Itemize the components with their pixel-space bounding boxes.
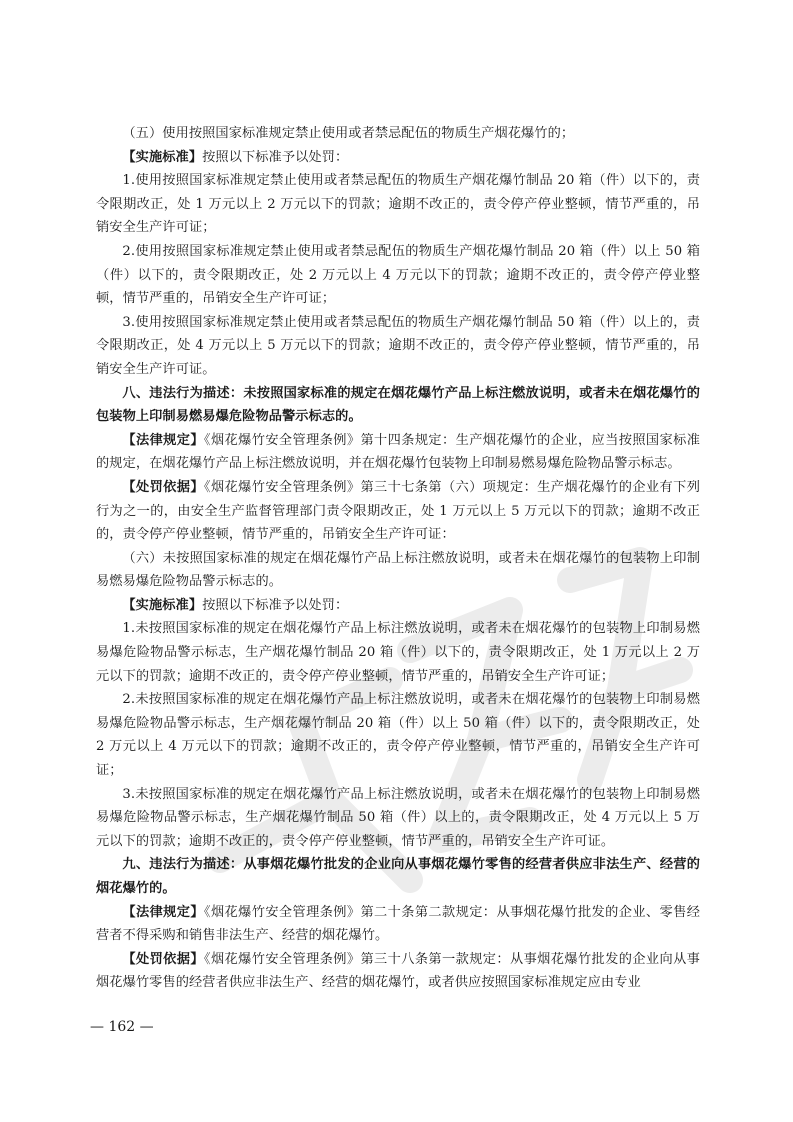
paragraph	[96, 146, 700, 170]
page-number: — 162 —	[90, 1019, 154, 1035]
paragraph-text: 1.未按照国家标准的规定在烟花爆竹产品上标注燃放说明，或者未在烟花爆竹的包装物上印制易燃易爆危险物品警示标志，生产烟花爆竹制品 20 箱（件）以下的，责令限期改正，处 1 万元以上 2 万元以下的罚款；逾期不改正的，责令停产停业整顿，情节严重的，吊销安全生产许可证；	[96, 621, 700, 684]
paragraph-text: 《烟花爆竹安全管理条例》第十四条规定：生产烟花爆竹的企业，应当按照国家标准的规定，在烟花爆竹产品上标注燃放说明，并在烟花爆竹包装物上印制易燃易爆危险物品警示标志。	[96, 432, 700, 472]
clause-tag: 【处罚依据】	[122, 951, 204, 967]
section-heading	[96, 853, 700, 900]
clause-tag: 【实施标准】	[122, 149, 203, 165]
paragraph	[96, 783, 700, 854]
paragraph-text: 按照以下标准予以处罚：	[202, 149, 349, 165]
paragraph-text: 2.未按照国家标准的规定在烟花爆竹产品上标注燃放说明，或者未在烟花爆竹的包装物上印制易燃易爆危险物品警示标志，生产烟花爆竹制品 20 箱（件）以上 50 箱（件）以下的，责令限期改正，处 2 万元以上 4 万元以下的罚款；逾期不改正的，责令停产停业整顿，情节严重的，吊销安全生产许可证；	[96, 692, 700, 779]
clause-tag: 【法律规定】	[122, 432, 204, 448]
paragraph	[96, 594, 700, 618]
paragraph	[96, 122, 700, 146]
paragraph-text: 2.使用按照国家标准规定禁止使用或者禁忌配伍的物质生产烟花爆竹制品 20 箱（件）以上 50 箱（件）以下的，责令限期改正，处 2 万元以上 4 万元以下的罚款；逾期不改正的，责令停产停业整顿，情节严重的，吊销安全生产许可证；	[96, 243, 700, 307]
clause-tag: 【实施标准】	[122, 597, 203, 613]
paragraph	[96, 311, 700, 382]
paragraph	[96, 617, 700, 688]
paragraph	[96, 240, 700, 311]
paragraph-text: （五）使用按照国家标准规定禁止使用或者禁忌配伍的物质生产烟花爆竹的；	[122, 126, 575, 141]
document-body	[96, 122, 700, 995]
paragraph	[96, 169, 700, 240]
paragraph-text: 3.使用按照国家标准规定禁止使用或者禁忌配伍的物质生产烟花爆竹制品 50 箱（件）以上的，责令限期改正，处 4 万元以上 5 万元以下的罚款；逾期不改正的，责令停产停业整顿，情节严重的，吊销安全生产许可证。	[96, 314, 700, 377]
paragraph-text: 《烟花爆竹安全管理条例》第三十七条第（六）项规定：生产烟花爆竹的企业有下列行为之一的，由安全生产监督管理部门责令限期改正，处 1 万元以上 5 万元以下的罚款；逾期不改正的，责令停产停业整顿，情节严重的，吊销安全生产许可证：	[96, 479, 700, 543]
clause-tag: 【处罚依据】	[122, 479, 204, 495]
section-heading	[96, 382, 700, 429]
paragraph-text: 1.使用按照国家标准规定禁止使用或者禁忌配伍的物质生产烟花爆竹制品 20 箱（件）以下的，责令限期改正，处 1 万元以上 2 万元以下的罚款；逾期不改正的，责令停产停业整顿，情节严重的，吊销安全生产许可证；	[96, 173, 700, 236]
paragraph-text: （六）未按照国家标准的规定在烟花爆竹产品上标注燃放说明，或者未在烟花爆竹的包装物上印制易燃易爆危险物品警示标志的。	[96, 550, 700, 590]
paragraph-text: 八、违法行为描述：未按照国家标准的规定在烟花爆竹产品上标注燃放说明，或者未在烟花爆竹的包装物上印制易燃易爆危险物品警示标志的。	[96, 385, 700, 425]
paragraph	[96, 688, 700, 782]
paragraph-text: 《烟花爆竹安全管理条例》第二十条第二款规定：从事烟花爆竹批发的企业、零售经营者不得采购和销售非法生产、经营的烟花爆竹。	[96, 904, 700, 944]
clause-tag: 【法律规定】	[122, 904, 204, 920]
paragraph-text: 《烟花爆竹安全管理条例》第三十八条第一款规定：从事烟花爆竹批发的企业向从事烟花爆竹零售的经营者供应非法生产、经营的烟花爆竹，或者供应按照国家标准规定应由专业	[96, 951, 700, 991]
paragraph	[96, 547, 700, 594]
paragraph	[96, 948, 700, 995]
paragraph-text: 3.未按照国家标准的规定在烟花爆竹产品上标注燃放说明，或者未在烟花爆竹的包装物上印制易燃易爆危险物品警示标志，生产烟花爆竹制品 50 箱（件）以上的，责令限期改正，处 4 万元以上 5 万元以下的罚款；逾期不改正的，责令停产停业整顿，情节严重的，吊销安全生产许可证。	[96, 786, 700, 849]
paragraph-text: 按照以下标准予以处罚：	[202, 597, 349, 613]
paragraph-text: 九、违法行为描述：从事烟花爆竹批发的企业向从事烟花爆竹零售的经营者供应非法生产、经营的烟花爆竹的。	[96, 857, 700, 896]
paragraph	[96, 476, 700, 547]
paragraph	[96, 429, 700, 476]
paragraph	[96, 901, 700, 948]
